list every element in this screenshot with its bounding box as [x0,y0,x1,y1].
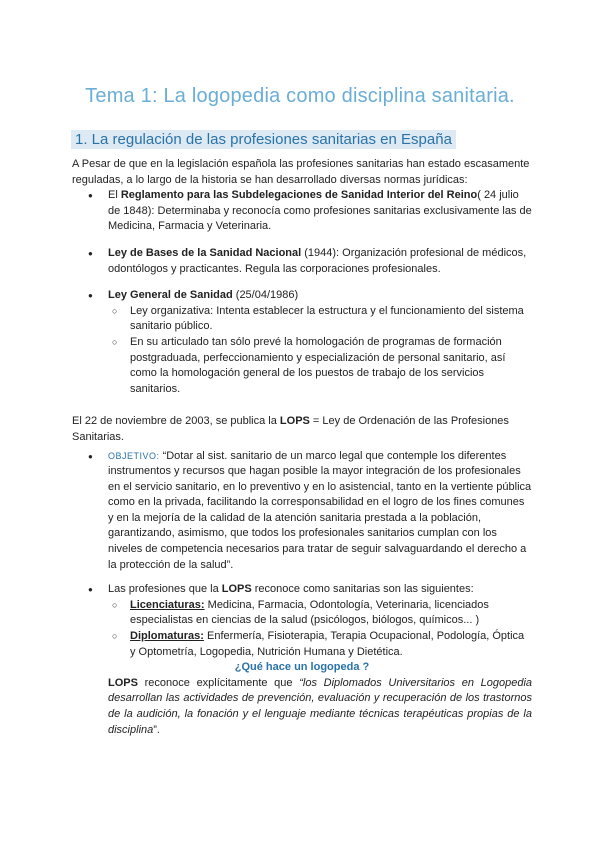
objetivo-label: OBJETIVO: [108,450,160,461]
page-title: Tema 1: La logopedia como disciplina sanitaria. [85,85,515,107]
licenciaturas-item [108,598,532,629]
subheading-question: ¿Qué hace un logopeda ? [234,661,370,674]
diplomaturas-label: Diplomaturas: [130,630,204,643]
list-item [72,288,532,397]
reconoce-text-after: reconoce como sanitarias son las siguientes: [251,583,474,596]
item-text: (1944): Organización profesional de médicos, odontólogos y practicantes. Regula las corporaciones profesionales. [108,246,527,275]
degrees-list [108,598,532,660]
lops-paragraph [72,414,532,445]
objetivo-item [72,449,532,574]
item-title: Reglamento para las Subdelegaciones de Sanidad Interior del Reino [120,189,478,202]
norms-list [72,188,532,397]
diplomaturas-text: Enfermería, Fisioterapia, Terapia Ocupacional, Podología, Óptica y Optometría, Logopedia, Nutrición Humana y Dietética. [130,630,525,658]
answer-paragraph [72,676,532,738]
lops-list [72,449,532,661]
lops-bold: LOPS [279,415,310,428]
reconoce-item [72,582,532,660]
item-text: ( 24 julio de 1848): Determinaba y reconocía como profesiones sanitarias exclusivamente las de Medicina, Farmacia y Veterinaria. [108,189,532,233]
answer-end: ”. [153,723,160,736]
intro-paragraph: A Pesar de que en la legislación española las profesiones sanitarias han estado escasamente reguladas, a lo largo de la historia se han desarrollado diversas normas jurídicas: [72,158,530,186]
list-item [72,246,532,277]
licenciaturas-text: Medicina, Farmacia, Odontología, Veterinaria, licenciados especialistas en ciencias de la salud (psicólogos, biólogos, químicos... ) [130,598,489,627]
item-text: (25/04/1986) [232,289,299,302]
lops-text-before: El 22 de noviembre de 2003, se publica la [72,415,280,428]
sub-list-item: ○ En su articulado tan sólo prevé la homologación de programas de formación postgraduada, perfeccionamiento y especialización de personal sanitario, así como la homologación general de los puestos de trabajo de los servicios sanitarios. [108,335,532,397]
list-item [72,188,532,235]
answer-bold: LOPS [108,676,138,689]
diplomaturas-item [108,629,532,660]
lops-text-after: = Ley de Ordenación de las Profesiones Sanitarias. [72,415,509,443]
section-heading: 1. La regulación de las profesiones sanitarias en España [71,130,456,149]
answer-quote: “los Diplomados Universitarios en Logopedia desarrollan las actividades de prevención, evaluación y recuperación de los trastornos de la audición, la fonación y el lenguaje mediante técnicas terapéuticas propias de la disciplina [108,676,532,736]
item-title: Ley de Bases de la Sanidad Nacional [108,246,302,259]
licenciaturas-label: Licenciaturas: [130,598,205,611]
item-title: Ley General de Sanidad [108,289,233,302]
sub-list [108,304,532,398]
sub-list-item: ○ Ley organizativa: Intenta establecer la estructura y el funcionamiento del sistema sanitario público. [108,304,532,335]
reconoce-bold: LOPS [221,583,252,596]
item-prefix: El [108,189,121,202]
objetivo-text: “Dotar al sist. sanitario de un marco legal que contemple los diferentes instrumentos y recursos que hagan posible la mayor integración de los profesionales en el servicio sanitario, en lo preventivo y en lo asistencial, tanto en la vertiente pública como en la privada, facilitando la corresponsabilidad en el logro de los fines comunes y en la mejoría de la calidad de la atención sanitaria prestada a la población, garantizando, asimismo, que todos los profesionales sanitarios cumplan con los niveles de competencia necesarios para tratar de seguir salvaguardando el derecho a la protección de la salud”. [108,449,532,571]
section-body [72,157,532,738]
answer-plain: reconoce explícitamente que [137,676,300,689]
reconoce-text-before: Las profesiones que la [108,583,222,596]
